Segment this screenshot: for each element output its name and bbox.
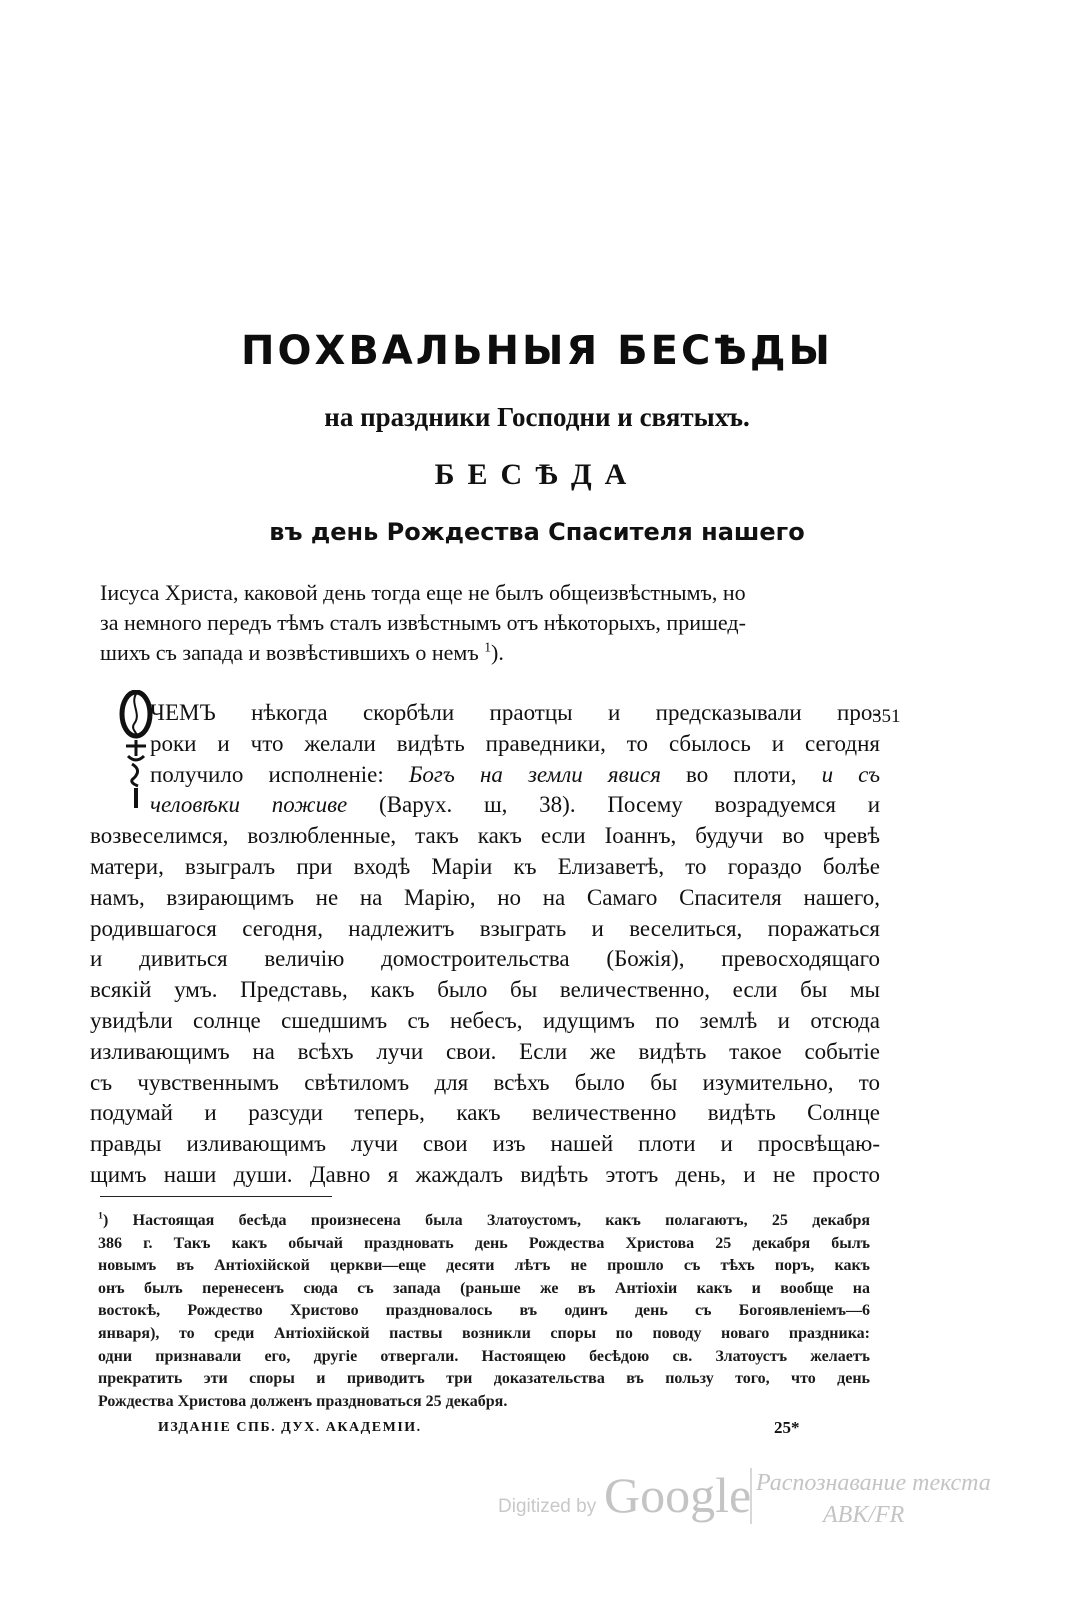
footnote-text: ) Настоящая бесѣда произнесена была Златоустомъ, какъ полагаютъ, 25 декабря (102, 1212, 870, 1229)
footnote-line: января), то среди Антіохійской паствы возникли споры по поводу новаго праздника: (98, 1324, 870, 1342)
footnote-line: востокѣ, Рождество Христово праздновалось въ одинъ день съ Богоявленіемъ—6 (98, 1302, 870, 1320)
footnote-line (98, 1210, 870, 1233)
body-line: съ чувственнымъ свѣтиломъ для всѣхъ было бы изумительно, то (90, 1069, 880, 1095)
subtitle: на праздники Господни и святыхъ. (324, 402, 750, 432)
body-line: намъ, взирающимъ не на Марію, но на Самаго Спасителя нашего, (90, 884, 880, 910)
sermon-subheading: въ день Рождества Спасителя нашего (269, 518, 805, 546)
footnote-line: Рождества Христова долженъ праздноваться 25 декабря. (98, 1392, 508, 1410)
body-line: и дивиться величію домостроительства (Божія), превосходящаго (90, 946, 880, 972)
intro-line: Іисуса Христа, каковой день тогда еще не былъ общеизвѣстнымъ, но (100, 580, 746, 605)
watermark-abk: ABK/FR (823, 1502, 905, 1528)
watermark-digitized: Digitized by (498, 1496, 597, 1517)
watermark-divider (750, 1468, 752, 1524)
scripture-quote: человѣки поживе (150, 792, 348, 818)
footnote-ref: 1 (484, 639, 492, 655)
footnote-line: прекратить эти споры и приводитъ три доказательства въ пользу того, что день (98, 1370, 870, 1388)
scripture-quote: и съ (821, 761, 881, 787)
body-line: подумай и разсуди теперь, какъ величественно видѣть Солнце (90, 1100, 880, 1126)
body-line: родившагося сегодня, надлежитъ взыграть и веселиться, поражаться (90, 915, 880, 941)
sermon-heading: БЕСѢДА (434, 458, 640, 491)
intro-line-text: шихъ съ запада и возвѣстившихъ о немъ (100, 640, 479, 665)
watermark-ocr-text: Распознавание текста (756, 1470, 991, 1496)
footnotes (98, 1210, 870, 1413)
body-line: ЧЕМЪ нѣкогда скорбѣли праотцы и предсказывали про- (150, 700, 880, 725)
body-line: щимъ наши души. Давно я жаждалъ видѣть этотъ день, и не просто (90, 1161, 880, 1187)
page-title: ПОХВАЛЬНЫЯ БЕСѢДЫ (241, 328, 833, 374)
body-line: возвеселимся, возлюбленные, такъ какъ если Іоаннъ, будучи во чревѣ (90, 823, 880, 849)
body-line: роки и что желали видѣть праведники, то сбылось и сегодня (150, 730, 880, 756)
body-line (90, 790, 880, 821)
watermark-google-logo: Google (604, 1467, 752, 1523)
footnote-line: 386 г. Такъ какъ обычай праздновать день Рождества Христова 25 декабря былъ (98, 1234, 870, 1252)
digitization-watermark (498, 1468, 1018, 1538)
intro-line-end: ). (491, 640, 504, 665)
body-text: (Варух. ш, 38). Посему возрадуемся и (347, 792, 881, 818)
body-text: во плоти, (660, 761, 822, 787)
body-line: изливающимъ на всѣхъ лучи свои. Если же видѣть такое событіе (90, 1038, 880, 1064)
body-line: всякій умъ. Представь, какъ было бы величественно, если бы мы (90, 977, 880, 1003)
margin-page-number: 351 (872, 706, 901, 727)
sermon-intro (100, 578, 870, 668)
footnote-line: онъ былъ перенесенъ сюда съ запада (раньше же въ Антіохіи какъ и вообще на (98, 1279, 870, 1297)
footnote-line: одни признавали его, другіе отвергали. Настоящею бесѣдою св. Златоустъ желаетъ (98, 1347, 870, 1365)
footnote-line: новымъ въ Антіохійской церкви—еще десяти лѣтъ не прошло съ тѣхъ поръ, какъ (98, 1257, 870, 1275)
scripture-quote: Богъ на земли явися (408, 761, 661, 787)
sermon-body (90, 698, 880, 1191)
footnote-marker: 1 (98, 1210, 103, 1222)
body-line: матери, взыгралъ при входѣ Маріи къ Елизаветѣ, то гораздо болѣе (90, 853, 880, 879)
signature-mark: 25* (774, 1418, 800, 1437)
body-text: получило исполненіе: (150, 761, 409, 787)
footnote-divider (100, 1196, 332, 1197)
body-line: правды изливающимъ лучи свои изъ нашей плоти и просвѣщаю- (90, 1131, 880, 1157)
intro-line-last (100, 638, 870, 668)
intro-line: за немного передъ тѣмъ сталъ извѣстнымъ отъ нѣкоторыхъ, пришед- (100, 610, 746, 635)
body-line (90, 760, 880, 791)
imprint: ИЗДАНІЕ СПБ. ДУХ. АКАДЕМІИ. (158, 1420, 422, 1435)
body-line: увидѣли солнце сшедшимъ съ небесъ, идущимъ по землѣ и отсюда (90, 1007, 880, 1033)
